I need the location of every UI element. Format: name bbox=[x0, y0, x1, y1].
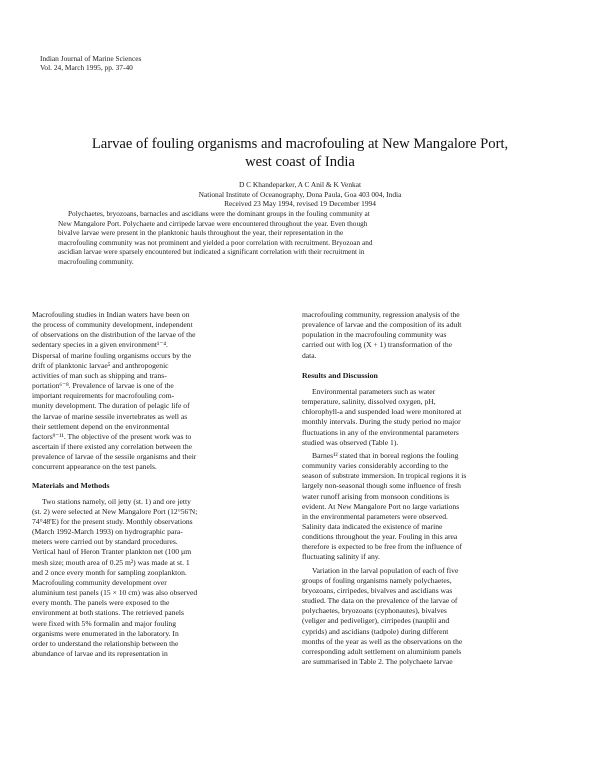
abstract-line: ascidian larvae were sparsely encountered but indicated a significant correlation with their recruitment in bbox=[58, 247, 365, 257]
text-line: concurrent appearance on the test panels. bbox=[32, 462, 157, 472]
text-line: Environmental parameters such as water bbox=[312, 386, 436, 396]
text-line: polychaetes, bryozoans (cyphonautes), bivalves bbox=[302, 606, 447, 616]
text-line: evident. At New Mangalore Port no large variations bbox=[302, 501, 460, 511]
regression-paragraph bbox=[302, 310, 557, 361]
text-line: (st. 2) were selected at New Mangalore Port (12°56'N; bbox=[32, 506, 198, 516]
text-line: prevalence of larvae of the sessile organisms and their bbox=[32, 452, 197, 462]
abstract-line: Polychaetes, bryozoans, barnacles and ascidians were the dominant groups in the fouling community at bbox=[68, 209, 370, 218]
left-column bbox=[32, 310, 287, 659]
section-heading-results: Results and Discussion bbox=[302, 370, 378, 380]
text-line: season of substrate immersion. In tropical regions it is bbox=[302, 471, 467, 481]
results-paragraph-1 bbox=[302, 387, 557, 448]
text-line: groups of fouling organisms namely polychaetes, bbox=[302, 575, 452, 585]
text-line: temperature, salinity, dissolved oxygen, pH, bbox=[302, 397, 436, 407]
text-line: mesh size; mouth area of 0.25 m²) was made at st. 1 bbox=[32, 557, 190, 567]
text-line: prevalence of larvae and the composition of its adult bbox=[302, 320, 462, 330]
abstract-line: bivalve larvae were present in the planktonic hauls throughout the year, their representation in the bbox=[58, 228, 344, 238]
journal-name: Indian Journal of Marine Sciences bbox=[40, 54, 142, 63]
abstract bbox=[58, 209, 552, 266]
text-line: 74°48'E) for the present study. Monthly observations bbox=[32, 516, 193, 526]
text-line: studied was observed (Table 1). bbox=[302, 437, 399, 447]
text-line: (March 1992-March 1993) on hydrographic para- bbox=[32, 527, 183, 537]
text-line: the process of community development, independent bbox=[32, 320, 193, 330]
text-line: therefore is expected to be free from the influence of bbox=[302, 542, 463, 552]
text-line: their settlement depend on the environmental bbox=[32, 421, 170, 431]
text-line: and 2 once every month for sampling zooplankton. bbox=[32, 567, 187, 577]
text-line: were fixed with 5% formalin and major fouling bbox=[32, 618, 177, 628]
text-line: organisms were enumerated in the laboratory. In bbox=[32, 628, 179, 638]
text-line: monthly intervals. During the study period no major bbox=[302, 417, 461, 427]
text-line: Variation in the larval population of each of five bbox=[312, 565, 459, 575]
abstract-line: New Mangalore Port. Polychaete and cirripede larvae were encountered throughout the year. Even though bbox=[58, 218, 368, 228]
text-line: munity development. The duration of pelagic life of bbox=[32, 401, 190, 411]
paper-title bbox=[30, 135, 570, 171]
text-line: activities of man such as shipping and trans- bbox=[32, 370, 167, 380]
text-line: population in the macrofouling community was bbox=[302, 330, 447, 340]
text-line: Macrofouling community development over bbox=[32, 577, 167, 587]
text-line: months of the year as well as the observations on the bbox=[302, 636, 463, 646]
text-line: Dispersal of marine fouling organisms occurs by the bbox=[32, 350, 192, 360]
author-block bbox=[30, 180, 570, 209]
title-line-1: Larvae of fouling organisms and macrofouling at New Mangalore Port, bbox=[91, 136, 509, 152]
right-column bbox=[302, 310, 557, 667]
text-line: sedentary species in a given environment¹⁻⁴. bbox=[32, 340, 168, 350]
text-line: order to understand the relationship between the bbox=[32, 638, 179, 648]
results-paragraph-3 bbox=[302, 566, 557, 668]
abstract-line: macrofouling community. bbox=[58, 256, 134, 266]
text-line: carried out with log (X + 1) transformation of the bbox=[302, 340, 452, 350]
received-dates: Received 23 May 1994, revised 19 December 1994 bbox=[224, 199, 376, 209]
text-line: Barnes¹² stated that in boreal regions the fouling bbox=[312, 450, 459, 460]
text-line: community varies considerably according to the bbox=[302, 461, 449, 471]
text-line: ascertain if there existed any correlation between the bbox=[32, 442, 193, 452]
text-line: meters were carried out by standard procedures. bbox=[32, 537, 178, 547]
text-line: of observations on the distribution of the larvae of the bbox=[32, 330, 196, 340]
text-line: important requirements for macrofouling com- bbox=[32, 391, 175, 401]
text-line: abundance of larvae and its representation in bbox=[32, 649, 168, 658]
text-line: macrofouling community, regression analysis of the bbox=[302, 310, 460, 319]
text-line: Macrofouling studies in Indian waters have been on bbox=[32, 310, 190, 319]
section-heading-methods: Materials and Methods bbox=[32, 480, 110, 490]
text-line: factors⁹⁻¹¹. The objective of the present work was to bbox=[32, 431, 192, 441]
text-line: chlorophyll-a and suspended load were monitored at bbox=[302, 407, 462, 417]
text-line: portation⁶⁻⁸. Prevalence of larvae is one of the bbox=[32, 381, 174, 391]
text-line: aluminium test panels (15 × 10 cm) was also observed bbox=[32, 588, 198, 598]
text-line: largely non-seasonal though some influence of fresh bbox=[302, 481, 461, 491]
author-names: D C Khandeparker, A C Anil & K Venkat bbox=[238, 180, 362, 189]
intro-paragraph bbox=[32, 310, 287, 473]
text-line: environment at both stations. The retrieved panels bbox=[32, 608, 184, 618]
text-line: fluctuations in any of the environmental parameters bbox=[302, 427, 459, 437]
text-line: the larvae of marine sessile invertebrates as well as bbox=[32, 411, 188, 421]
abstract-line: macrofouling community was not prominent and yielded a poor correlation with recruitment. Bryozoan and bbox=[58, 237, 373, 247]
results-paragraph-2 bbox=[302, 451, 557, 563]
text-line: fluctuating salinity if any. bbox=[302, 552, 380, 562]
text-line: cyprids) and ascidians (tadpole) during different bbox=[302, 626, 449, 636]
text-line: drift of planktonic larvae⁵ and anthropogenic bbox=[32, 360, 169, 370]
title-line-2: west coast of India bbox=[245, 154, 355, 170]
text-line: are summarised in Table 2. The polychaete larvae bbox=[302, 657, 453, 666]
journal-citation bbox=[40, 54, 141, 72]
journal-volume: Vol. 24, March 1995, pp. 37-40 bbox=[40, 63, 133, 72]
text-line: data. bbox=[302, 350, 317, 360]
text-line: Vertical haul of Heron Tranter plankton net (100 µm bbox=[32, 547, 192, 557]
text-line: water runoff arising from monsoon conditions is bbox=[302, 491, 450, 501]
author-affiliation: National Institute of Oceanography, Dona Paula, Goa 403 004, India bbox=[198, 189, 402, 199]
text-line: corresponding adult settlement on aluminium panels bbox=[302, 646, 462, 656]
text-line: bryozoans, cirripedes, bivalves and ascidians was bbox=[302, 585, 453, 595]
text-line: in the environmental parameters were observed. bbox=[302, 511, 448, 521]
methods-paragraph bbox=[32, 497, 287, 660]
text-line: Two stations namely, oil jetty (st. 1) and ore jetty bbox=[42, 496, 191, 506]
text-line: (veliger and pediveliger), cirripedes (nauplii and bbox=[302, 616, 450, 626]
text-line: studied. The data on the prevalence of the larvae of bbox=[302, 596, 458, 606]
text-line: Salinity data indicated the existence of marine bbox=[302, 521, 443, 531]
text-line: conditions throughout the year. Fouling in this area bbox=[302, 532, 458, 542]
text-line: every month. The panels were exposed to the bbox=[32, 598, 170, 608]
